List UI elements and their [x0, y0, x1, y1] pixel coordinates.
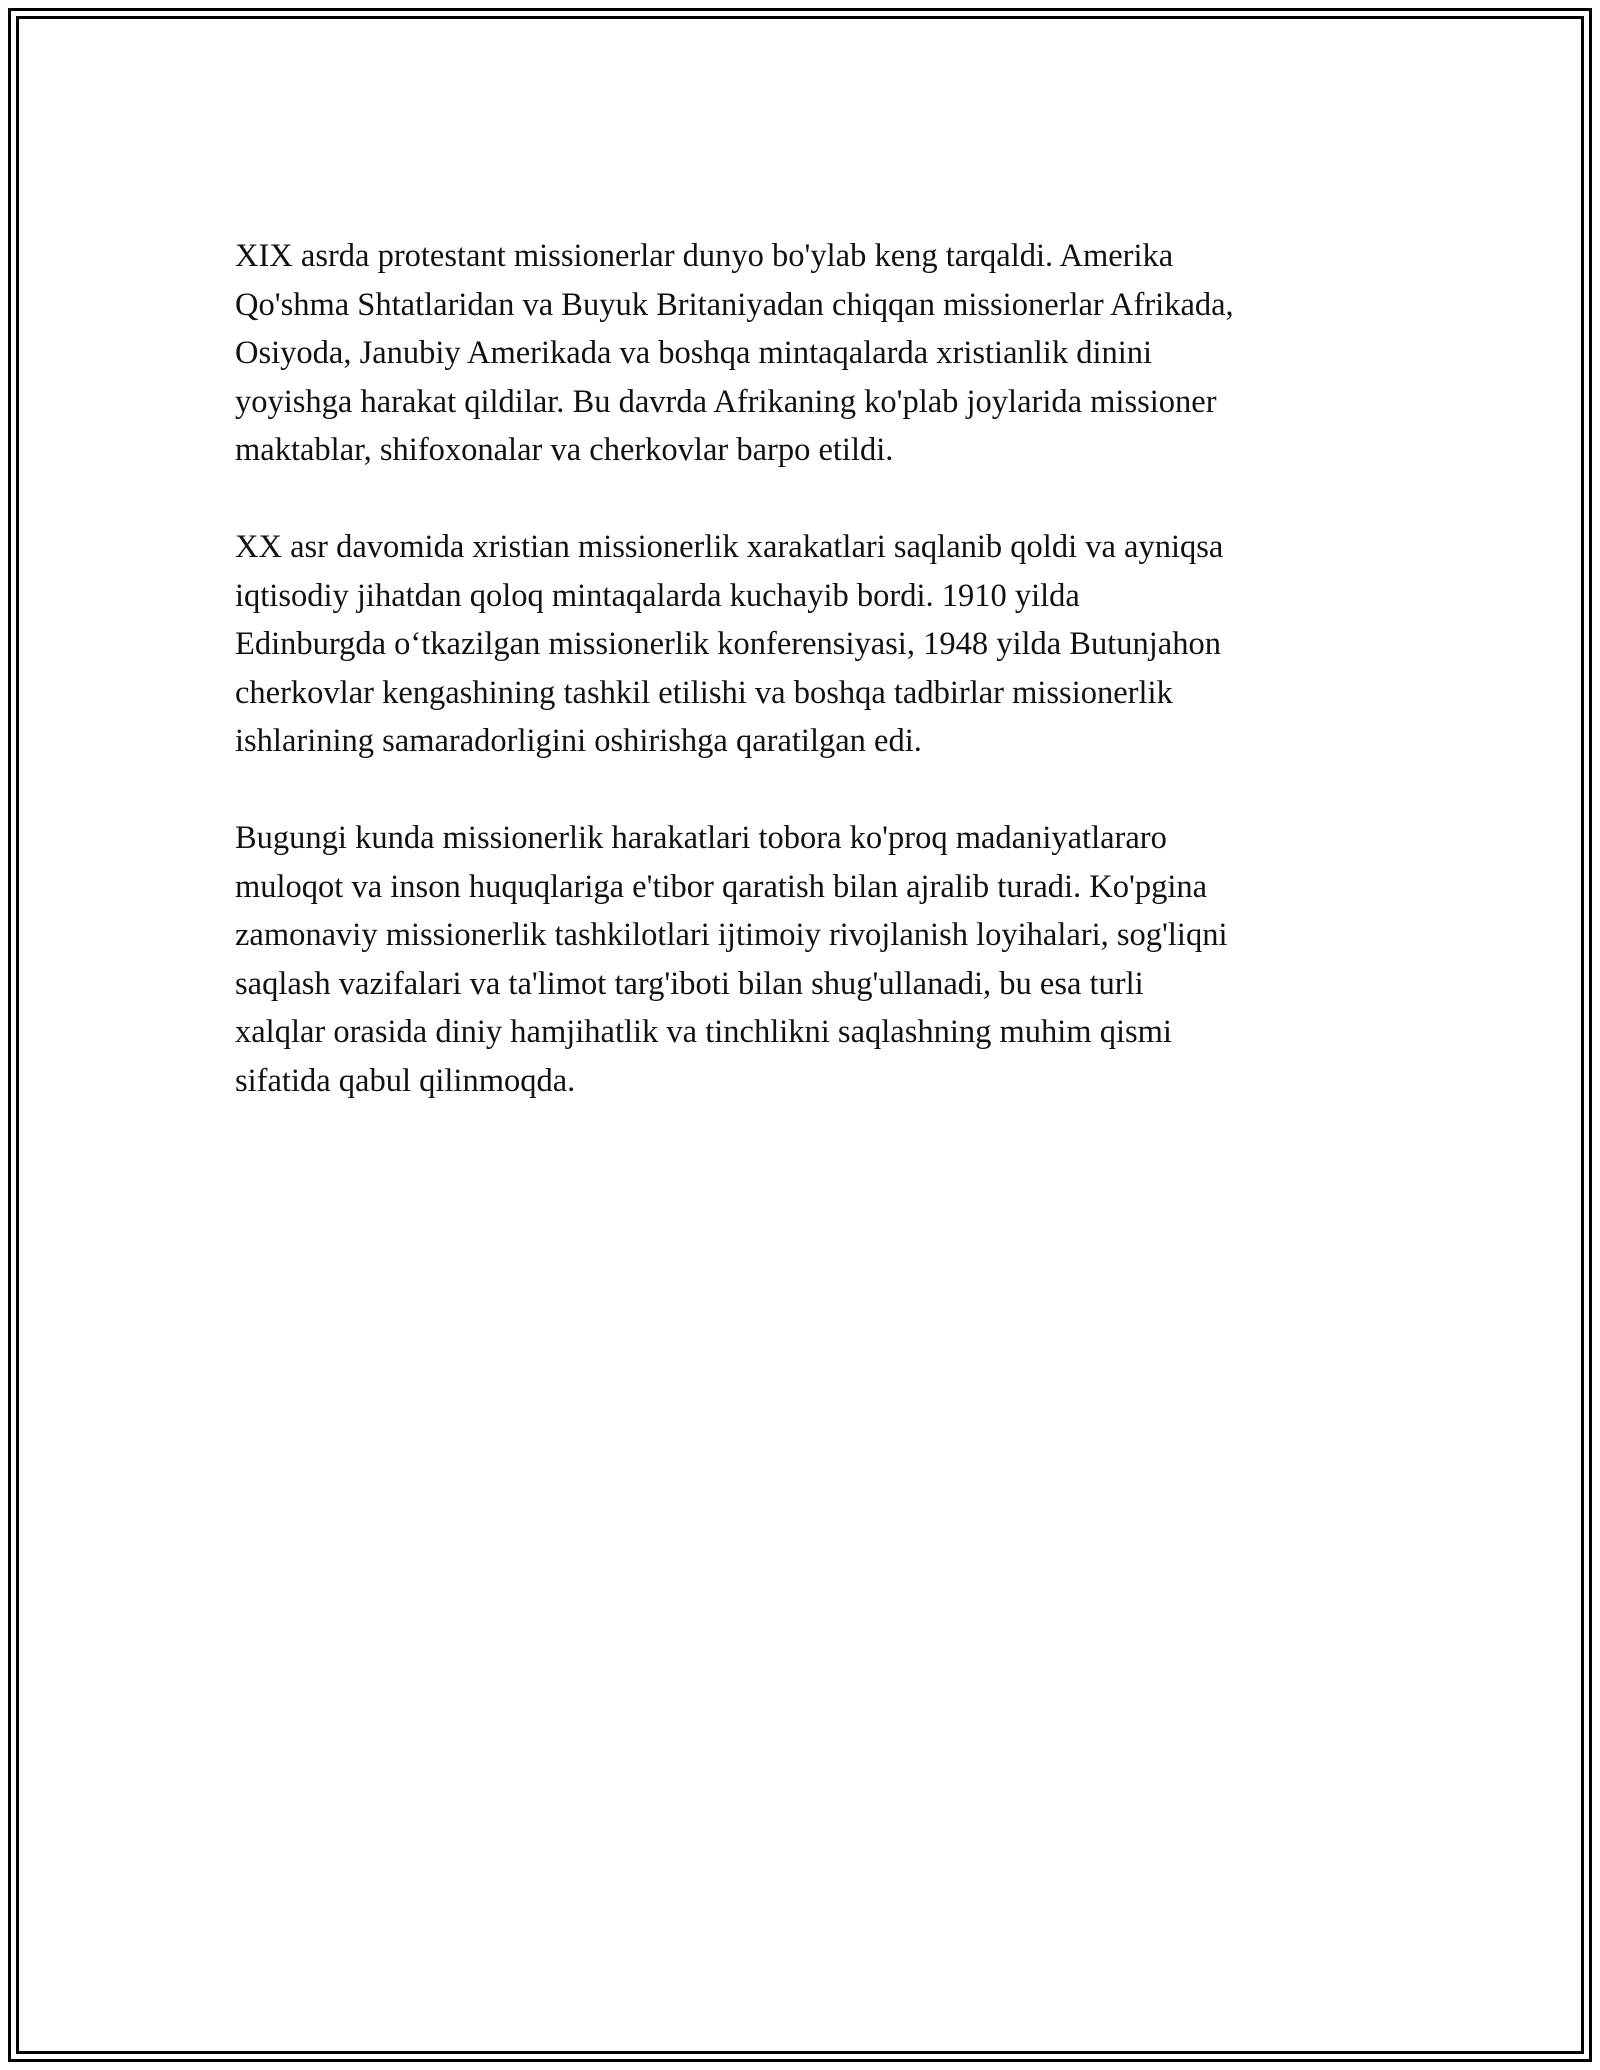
- paragraph-3: [235, 814, 1375, 1105]
- paragraph-line: Qo'shma Shtatlaridan va Buyuk Britaniyadan chiqqan missionerlar Afrikada,: [235, 286, 1234, 323]
- paragraph-line: XIX asrda protestant missionerlar dunyo bo'ylab keng tarqaldi. Amerika: [235, 238, 1174, 274]
- paragraph-line: XX asr davomida xristian missionerlik xarakatlari saqlanib qoldi va ayniqsa: [235, 529, 1224, 565]
- paragraph-line: saqlash vazifalari va ta'limot targ'iboti bilan shug'ullanadi, bu esa turli: [235, 965, 1144, 1002]
- paragraph-line: muloqot va inson huquqlariga e'tibor qaratish bilan ajralib turadi. Ko'pgina: [235, 868, 1208, 905]
- paragraph-line: maktablar, shifoxonalar va cherkovlar barpo etildi.: [235, 432, 894, 468]
- paragraph-2: [235, 523, 1375, 766]
- paragraph-line: yoyishga harakat qildilar. Bu davrda Afrikaning ko'plab joylarida missioner: [235, 383, 1217, 420]
- paragraph-line: zamonaviy missionerlik tashkilotlari ijtimoiy rivojlanish loyihalari, sog'liqni: [235, 917, 1228, 953]
- paragraph-line: Edinburgda o‘tkazilgan missionerlik konferensiyasi, 1948 yilda Butunjahon: [235, 626, 1221, 662]
- paragraph-line: sifatida qabul qilinmoqda.: [235, 1062, 576, 1099]
- paragraph-line: xalqlar orasida diniy hamjihatlik va tinchlikni saqlashning muhim qismi: [235, 1014, 1172, 1050]
- document-body: [235, 232, 1375, 1154]
- paragraph-line: ishlarining samaradorligini oshirishga qaratilgan edi.: [235, 723, 922, 759]
- paragraph-line: Bugungi kunda missionerlik harakatlari tobora ko'proq madaniyatlararo: [235, 820, 1167, 856]
- paragraph-line: Osiyoda, Janubiy Amerikada va boshqa mintaqalarda xristianlik dinini: [235, 335, 1153, 371]
- paragraph-1: [235, 232, 1375, 475]
- paragraph-line: cherkovlar kengashining tashkil etilishi va boshqa tadbirlar missionerlik: [235, 674, 1173, 711]
- paragraph-line: iqtisodiy jihatdan qoloq mintaqalarda kuchayib bordi. 1910 yilda: [235, 577, 1080, 614]
